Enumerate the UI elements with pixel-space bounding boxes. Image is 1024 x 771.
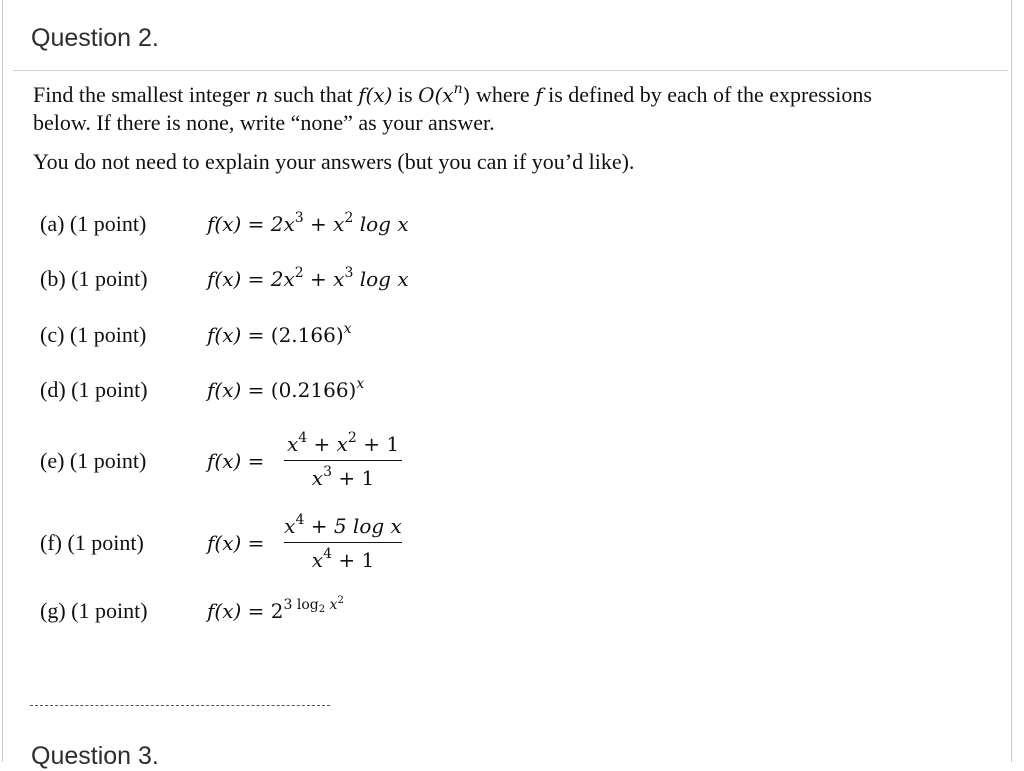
part-g-label: (g) (1 point) xyxy=(40,598,148,623)
question-intro-line2: below. If there is none, write “none” as your answer. xyxy=(33,110,495,135)
part-f-fraction-bar xyxy=(284,542,402,543)
var-f: f xyxy=(535,83,543,107)
part-g-formula: $f(x) = 2^{3 log_2 x^2}$ xyxy=(207,595,344,623)
part-e-fraction-bar xyxy=(284,460,402,461)
next-question-title: Question 3. xyxy=(31,742,159,770)
title-divider xyxy=(13,70,1008,71)
part-e-numerator: $x^4 + x^2 + 1$ xyxy=(286,430,400,456)
section-separator xyxy=(30,705,330,706)
question-note: You do not need to explain your answers (but you can if you’d like). xyxy=(33,149,635,174)
part-c-label: (c) (1 point) xyxy=(40,322,147,347)
part-a-formula: $f(x) = 2x^3 + x^2$ log x xyxy=(207,210,409,236)
part-b-formula: $f(x) = 2x^2 + x^3$ log x xyxy=(207,265,409,291)
part-d-label: (d) (1 point) xyxy=(40,377,148,402)
part-f-lhs: f(x) = xyxy=(207,531,265,555)
part-a-label: (a) (1 point) xyxy=(40,211,147,236)
part-e-fraction xyxy=(284,430,402,492)
f-of-x: f(x) xyxy=(358,83,393,107)
part-g-exponent: 3 log2 x2 xyxy=(283,595,344,615)
part-c-formula: $f(x) = (2.166)^x$ xyxy=(207,321,352,347)
part-f-fraction xyxy=(284,512,402,574)
part-e-label: (e) (1 point) xyxy=(40,448,147,473)
part-e-lhs: f(x) = xyxy=(207,449,265,473)
part-f-label: (f) (1 point) xyxy=(40,530,144,555)
part-e-denominator: $x^3 + 1$ xyxy=(311,464,375,490)
part-b-label: (b) (1 point) xyxy=(40,266,148,291)
question-title: Question 2. xyxy=(31,24,159,52)
big-o-notation: $O(x^n)$ xyxy=(418,81,471,107)
part-f-numerator: $x^4 + 5$ log x xyxy=(284,512,402,538)
question-intro-line1: Find the smallest integer n such that f(x) is $O(x^n)$ where f is defined by each of the expressions xyxy=(33,81,872,107)
part-d-formula: $f(x) = (0.2166)^x$ xyxy=(207,376,365,402)
var-n: n xyxy=(255,83,269,107)
part-f-denominator: $x^4 + 1$ xyxy=(311,546,375,572)
